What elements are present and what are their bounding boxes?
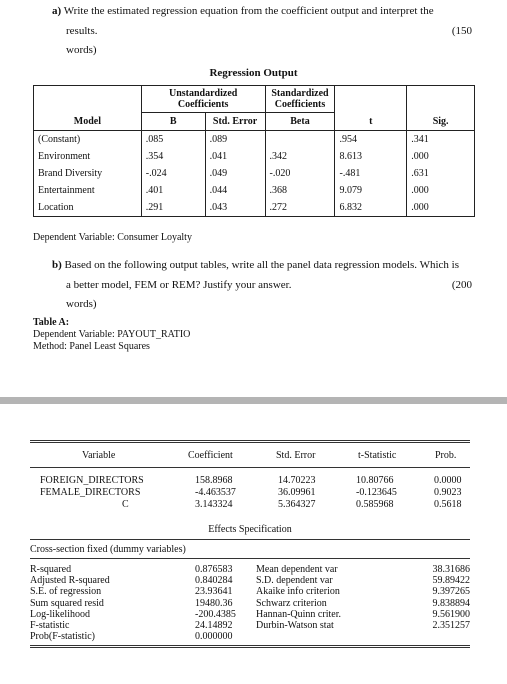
- question-b-label: b): [52, 259, 62, 271]
- regression-title: Regression Output: [209, 67, 298, 79]
- divider-band: [0, 397, 507, 404]
- question-a-line1: [52, 4, 472, 18]
- row-se: .049: [205, 165, 265, 182]
- row-beta: .342: [265, 148, 335, 165]
- table-a-header: [33, 317, 190, 353]
- row-sig: .000: [407, 182, 475, 199]
- stat-label: Prob(F-statistic): [30, 631, 95, 643]
- row-model: (Constant): [34, 131, 142, 149]
- row-se: .089: [205, 131, 265, 149]
- row-b: .291: [141, 199, 205, 217]
- row-std-error: 5.364327: [278, 499, 316, 510]
- row-t: 6.832: [335, 199, 407, 217]
- row-beta: .272: [265, 199, 335, 217]
- row-model: Environment: [34, 148, 142, 165]
- row-coefficient: 3.143324: [195, 499, 233, 510]
- row-std-error: 14.70223: [278, 475, 316, 486]
- stat-value: 9.397265: [432, 586, 470, 598]
- col-se: Std. Error: [205, 113, 265, 131]
- stat-label: Schwarz criterion: [256, 597, 327, 609]
- question-a: [52, 4, 472, 56]
- blank-header-cell: [34, 86, 142, 113]
- row-variable: FEMALE_DIRECTORS: [40, 487, 141, 498]
- question-b-points: (200: [451, 279, 472, 291]
- regression-table: [33, 85, 475, 217]
- row-t-statistic: 0.585968: [356, 499, 394, 510]
- row-prob: 0.9023: [434, 487, 462, 498]
- stat-value: 2.351257: [432, 620, 470, 632]
- effects-specification-title: Effects Specification: [208, 524, 292, 535]
- blank-t-header: [335, 86, 407, 113]
- stat-label: R-squared: [30, 564, 72, 575]
- col-coefficient: Coefficient: [188, 450, 233, 461]
- row-beta: .368: [265, 182, 335, 199]
- table-row: [34, 148, 475, 165]
- table-row: [34, 131, 475, 149]
- row-model: Brand Diversity: [34, 165, 142, 182]
- row-b: .085: [141, 131, 205, 149]
- col-prob: Prob.: [435, 450, 457, 461]
- row-sig: .631: [407, 165, 475, 182]
- row-beta: [265, 131, 335, 149]
- question-b-text: Based on the following output tables, write all the panel data regression models. Which is: [64, 259, 460, 271]
- stat-label: Akaike info criterion: [256, 586, 340, 598]
- table-a-dependent: Dependent Variable: PAYOUT_RATIO: [33, 329, 191, 340]
- stat-label: Log-likelihood: [30, 608, 90, 620]
- row-model: Location: [34, 199, 142, 217]
- row-prob: 0.0000: [434, 475, 462, 486]
- col-model: Model: [34, 113, 142, 131]
- question-b-line1: [52, 258, 459, 272]
- stat-value: -200.4385: [195, 608, 236, 620]
- stat-value: 19480.36: [195, 597, 233, 609]
- stat-value: 59.89422: [432, 575, 470, 587]
- row-sig: .341: [407, 131, 475, 149]
- table-row: [30, 475, 470, 487]
- col-t: t: [335, 113, 407, 131]
- unstd-header: [141, 86, 265, 113]
- row-beta: -.020: [265, 165, 335, 182]
- dependent-variable-note: Dependent Variable: Consumer Loyalty: [33, 232, 192, 243]
- row-t: 8.613: [335, 148, 407, 165]
- stat-value: 23.93641: [195, 586, 233, 598]
- stat-value: 38.31686: [432, 564, 470, 575]
- row-t-statistic: -0.123645: [356, 487, 397, 498]
- question-b-line2: a better model, FEM or REM? Justify your answer.: [66, 279, 292, 291]
- stat-value: 0.840284: [195, 575, 233, 587]
- row-t: .954: [335, 131, 407, 149]
- table-row: [30, 487, 470, 499]
- divider: [30, 645, 470, 646]
- question-a-label: a): [52, 5, 62, 17]
- std-header-line2: Coefficients: [274, 99, 326, 110]
- unstd-header-line1: Unstandardized: [168, 88, 238, 99]
- row-se: .044: [205, 182, 265, 199]
- table-row: [34, 199, 475, 217]
- row-sig: .000: [407, 199, 475, 217]
- row-variable: FOREIGN_DIRECTORS: [40, 475, 144, 486]
- question-a-line2: results.: [66, 25, 98, 37]
- stat-value: 9.838894: [432, 597, 470, 609]
- stats-left-values: [195, 564, 236, 642]
- row-b: .401: [141, 182, 205, 199]
- row-coefficient: 158.8968: [195, 475, 233, 486]
- unstd-header-line2: Coefficients: [177, 99, 229, 110]
- stat-label: Mean dependent var: [256, 564, 338, 575]
- row-sig: .000: [407, 148, 475, 165]
- row-t-statistic: 10.80766: [356, 475, 394, 486]
- row-model: Entertainment: [34, 182, 142, 199]
- stat-label: Sum squared resid: [30, 597, 104, 609]
- question-a-points: (150: [451, 25, 472, 37]
- row-se: .041: [205, 148, 265, 165]
- table-a-title: Table A:: [33, 317, 70, 328]
- stat-label: S.D. dependent var: [256, 575, 333, 587]
- row-b: -.024: [141, 165, 205, 182]
- col-t-statistic: t-Statistic: [358, 450, 397, 461]
- stat-label: Durbin-Watson stat: [256, 620, 334, 632]
- stats-right-labels: [256, 564, 341, 631]
- row-se: .043: [205, 199, 265, 217]
- divider: [30, 440, 470, 441]
- divider: [30, 539, 470, 540]
- stat-value: 9.561900: [432, 608, 470, 620]
- divider: [30, 558, 470, 559]
- table-row: [34, 182, 475, 199]
- row-coefficient: -4.463537: [195, 487, 236, 498]
- question-a-text: Write the estimated regression equation from the coefficient output and interpret the: [63, 5, 434, 17]
- question-b-line3: words): [66, 298, 97, 310]
- effects-line: Cross-section fixed (dummy variables): [30, 544, 186, 555]
- row-t: -.481: [335, 165, 407, 182]
- stat-label: Adjusted R-squared: [30, 575, 110, 587]
- row-b: .354: [141, 148, 205, 165]
- stat-value: 0.876583: [195, 564, 233, 575]
- stat-label: F-statistic: [30, 620, 70, 632]
- divider: [30, 467, 470, 468]
- std-header-line1: Standardized: [271, 88, 329, 99]
- table-row: [34, 165, 475, 182]
- col-sig: Sig.: [407, 113, 475, 131]
- eviews-header: [30, 450, 470, 464]
- col-beta: Beta: [265, 113, 335, 131]
- stats-right-values: [433, 564, 471, 631]
- col-b: B: [141, 113, 205, 131]
- divider: [30, 442, 470, 443]
- row-prob: 0.5618: [434, 499, 462, 510]
- table-a-method: Method: Panel Least Squares: [33, 341, 150, 352]
- table-row: [30, 499, 470, 511]
- std-header: [265, 86, 335, 113]
- stat-value: 24.14892: [195, 620, 233, 632]
- divider: [30, 647, 470, 648]
- col-std-error: Std. Error: [276, 450, 316, 461]
- row-variable: C: [122, 499, 129, 510]
- row-std-error: 36.09961: [278, 487, 316, 498]
- stat-value: 0.000000: [195, 631, 233, 643]
- col-variable: Variable: [82, 450, 116, 461]
- blank-sig-header: [407, 86, 475, 113]
- stats-left-labels: [30, 564, 110, 642]
- question-a-line3: words): [66, 44, 97, 56]
- stat-label: S.E. of regression: [30, 586, 102, 598]
- row-t: 9.079: [335, 182, 407, 199]
- stat-label: Hannan-Quinn criter.: [256, 608, 341, 620]
